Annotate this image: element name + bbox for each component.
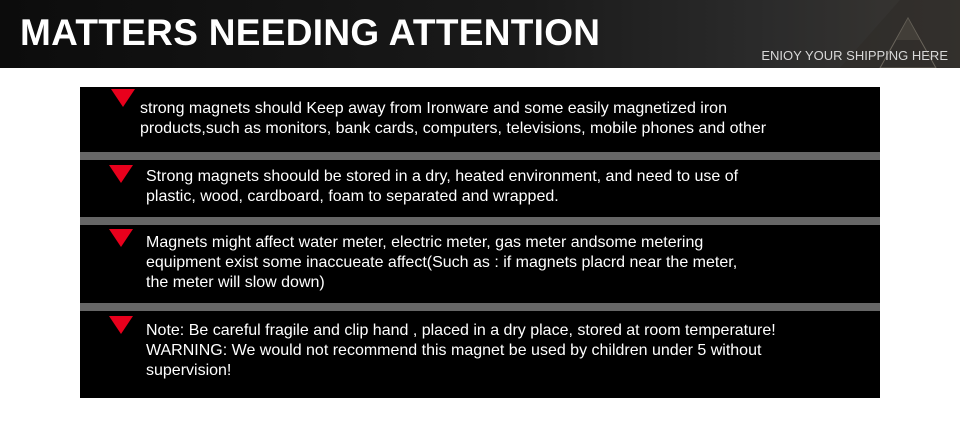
red-triangle-down-icon <box>109 229 133 247</box>
notice-item <box>80 225 880 303</box>
red-triangle-down-icon <box>111 89 135 107</box>
notice-text: Magnets might affect water meter, electric meter, gas meter andsome metering equipment exist some inaccueate affect(Such as : if magnets placrd near the meter, the meter will slow down) <box>146 234 738 291</box>
notice-text: strong magnets should Keep away from Ironware and some easily magnetized iron products,such as monitors, bank cards, computers, televisions, mobile phones and other <box>140 100 767 137</box>
notice-item <box>80 311 880 398</box>
notice-panel <box>80 87 880 398</box>
notice-item <box>80 160 880 217</box>
header-subtitle: ENIOY YOUR SHIPPING HERE <box>761 48 948 63</box>
notice-text: Strong magnets shoould be stored in a dry, heated environment, and need to use of plastic, wood, cardboard, foam to separated and wrapped. <box>146 168 739 205</box>
red-triangle-down-icon <box>109 165 133 183</box>
notice-divider <box>80 217 880 225</box>
header-banner <box>0 0 960 68</box>
page-title: MATTERS NEEDING ATTENTION <box>20 12 601 53</box>
notice-divider <box>80 152 880 160</box>
red-triangle-down-icon <box>109 316 133 334</box>
notice-text: Note: Be careful fragile and clip hand , placed in a dry place, stored at room temperature! WARNING: We would not recommend this magnet be used by children under 5 without supervision! <box>146 322 776 379</box>
notice-item <box>80 87 880 152</box>
notice-divider <box>80 303 880 311</box>
